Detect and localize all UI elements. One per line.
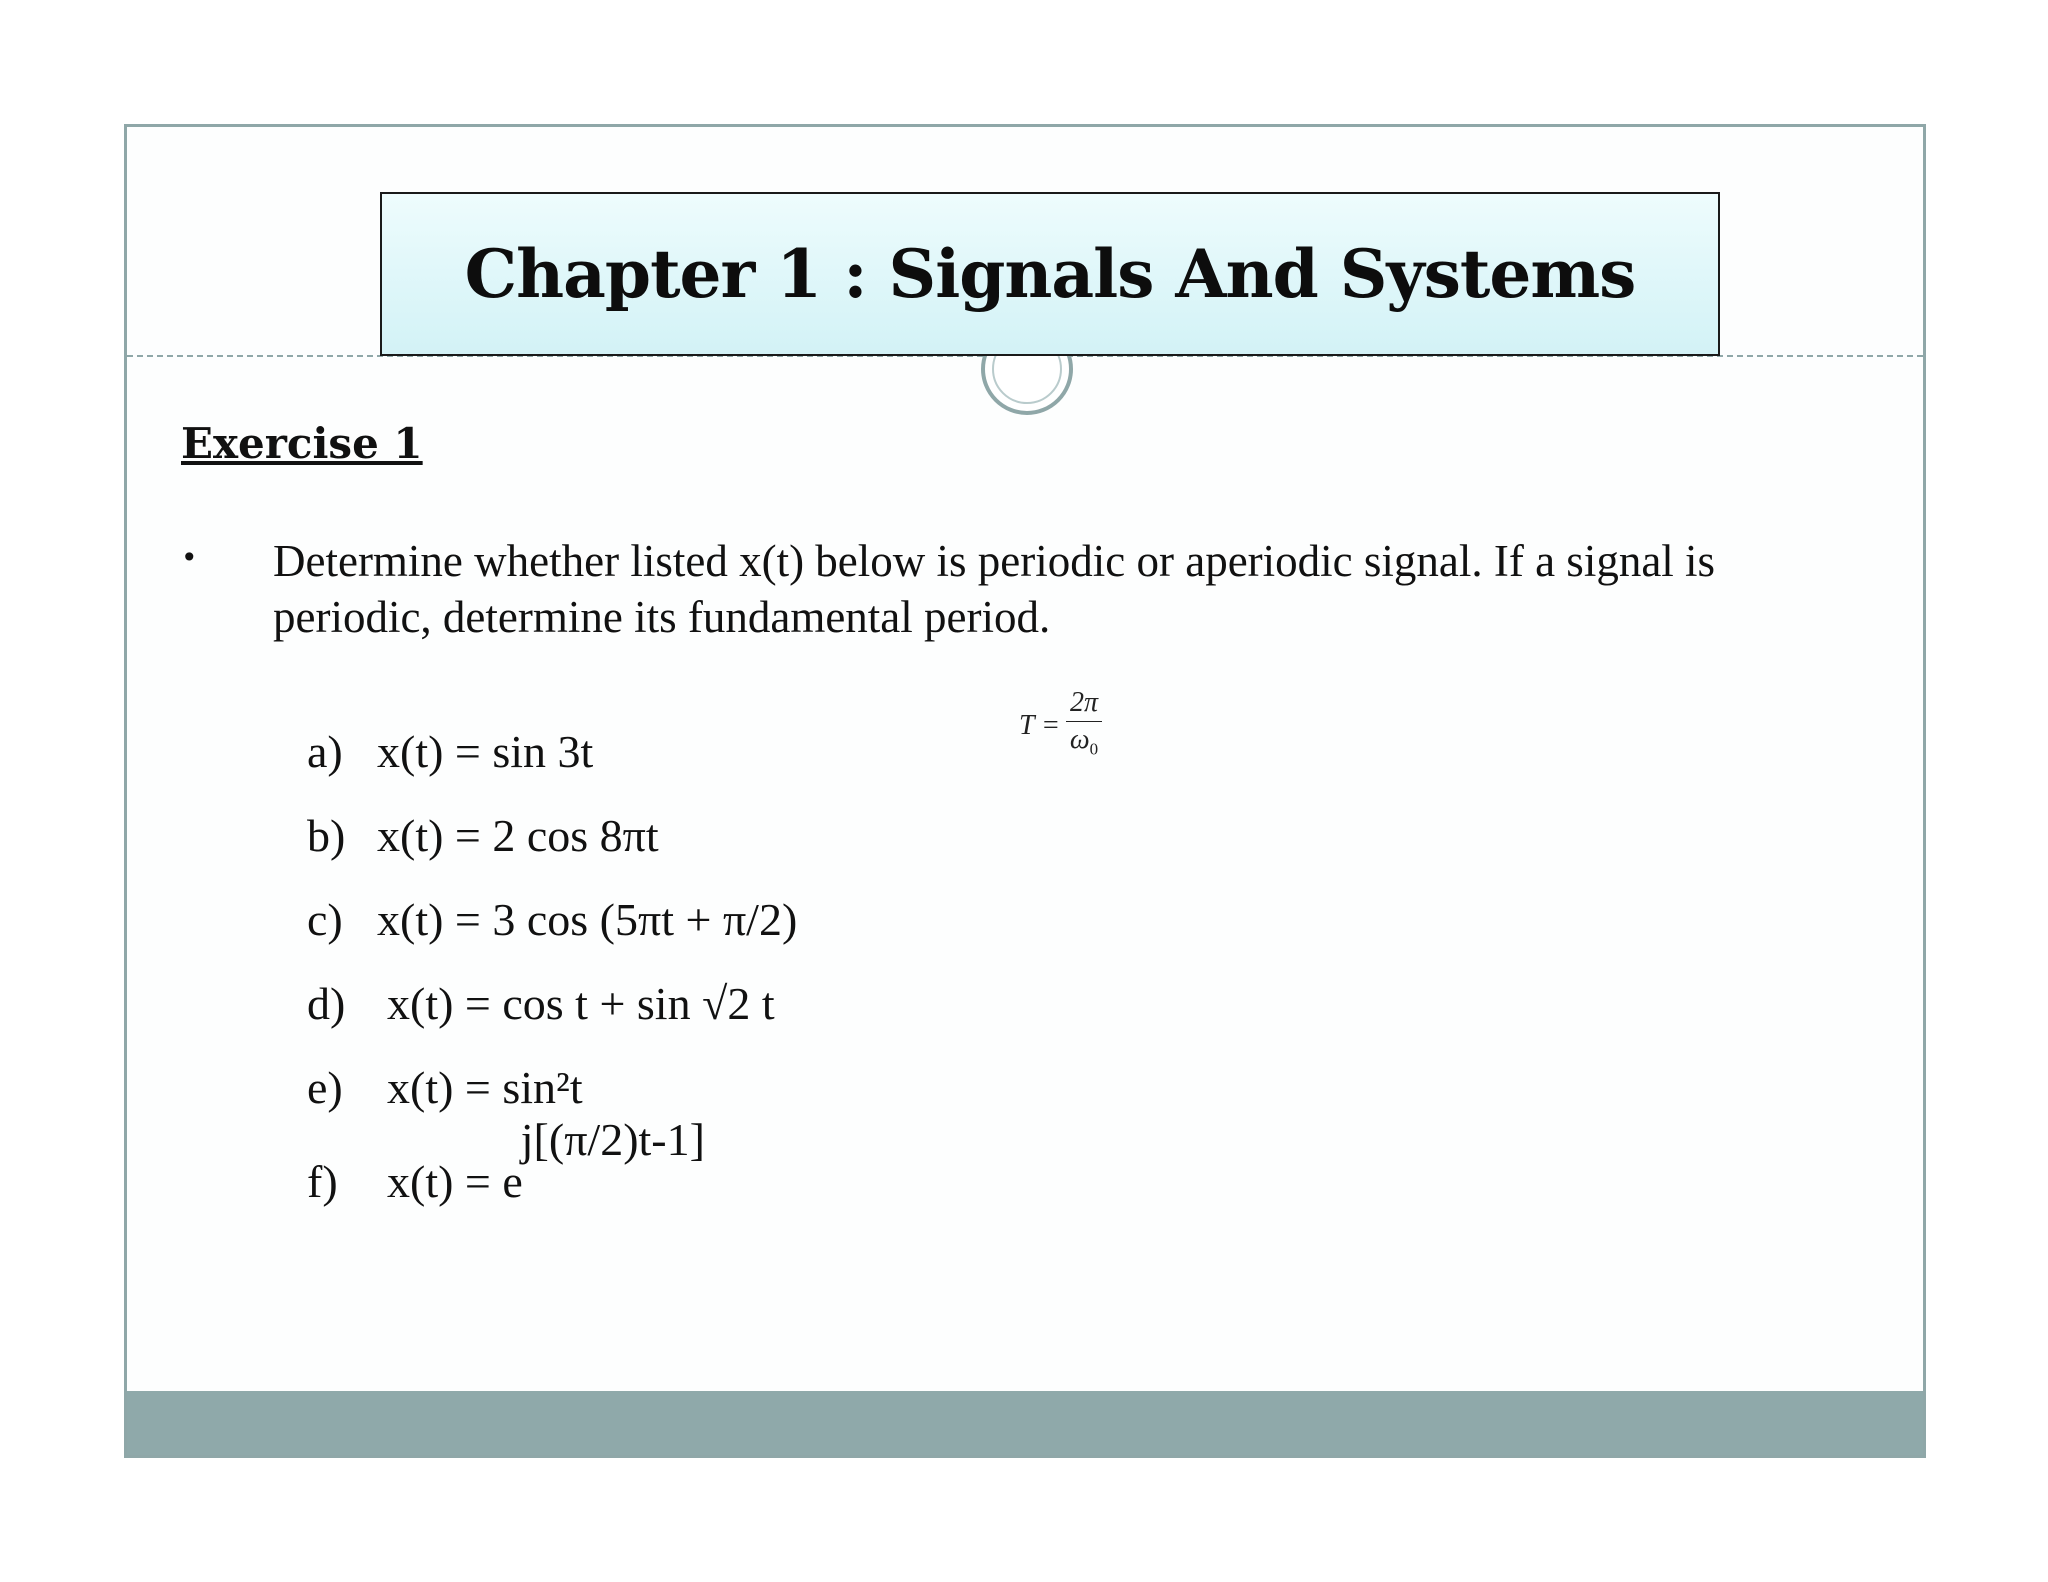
item-expression: x(t) = 3 cos (5πt + π/2) xyxy=(377,894,798,945)
item-expression: x(t) = e xyxy=(387,1156,523,1207)
footer-band xyxy=(127,1391,1923,1455)
item-expression: x(t) = 2 cos 8πt xyxy=(377,810,659,861)
item-expression: x(t) = cos t + sin √2 t xyxy=(387,978,775,1029)
formula-lhs: T = xyxy=(1019,710,1060,742)
bullet-icon: • xyxy=(181,541,198,574)
formula-numerator: 2π xyxy=(1066,687,1102,722)
item-expression: x(t) = sin²t xyxy=(387,1062,583,1113)
list-item-a xyxy=(307,725,593,778)
slide-title: Chapter 1 : Signals And Systems xyxy=(464,235,1636,313)
list-item-f xyxy=(307,1114,705,1208)
list-item-c xyxy=(307,893,797,946)
list-item-b xyxy=(307,809,659,862)
item-label: d) xyxy=(307,978,346,1029)
item-label: b) xyxy=(307,810,346,861)
formula-fraction xyxy=(1066,687,1102,766)
item-label: a) xyxy=(307,726,343,777)
title-box xyxy=(380,192,1720,356)
list-item-e xyxy=(307,1061,583,1114)
period-formula xyxy=(1019,687,1102,766)
list-item-d xyxy=(307,977,775,1030)
item-label: c) xyxy=(307,894,343,945)
item-label: e) xyxy=(307,1062,343,1113)
item-expression: x(t) = sin 3t xyxy=(377,726,594,777)
formula-denominator: $\omega_0$ xyxy=(1069,724,1099,759)
item-exponent: j[(π/2)t-1] xyxy=(520,1114,705,1165)
exercise-heading: Exercise 1 xyxy=(181,419,423,468)
item-label: f) xyxy=(307,1156,338,1207)
slide xyxy=(124,124,1926,1458)
instruction-text: Determine whether listed x(t) below is periodic or aperiodic signal. If a signal is periodic, determine its fundamental period. xyxy=(273,536,1716,642)
